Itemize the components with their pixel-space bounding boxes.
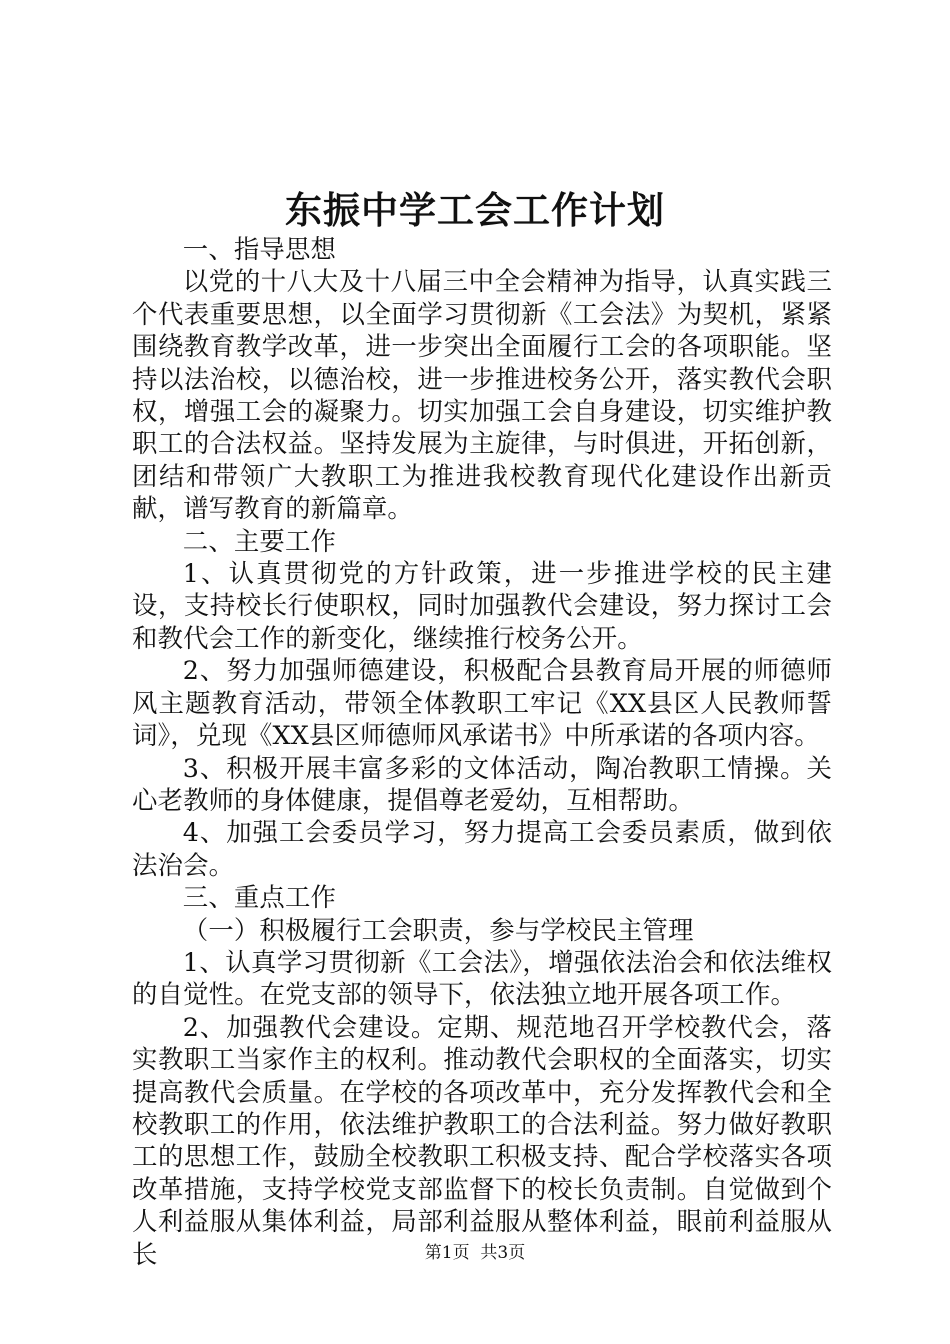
section-heading-key-work: 三、重点工作 [182, 882, 337, 913]
subsection-heading-duties: （一）积极履行工会职责，参与学校民主管理 [182, 914, 694, 945]
paragraph-key-work-1: 1、认真学习贯彻新《工会法》，增强依法治会和依法维权的自觉性。在党支部的领导下，依法独立地开展各项工作。 [132, 946, 832, 1010]
section-heading-guiding-ideology: 一、指导思想 [182, 234, 337, 264]
paragraph-main-work-4: 4、加强工会委员学习，努力提高工会委员素质，做到依法治会。 [132, 817, 832, 880]
document-body [132, 233, 832, 1270]
document-title: 东振中学工会工作计划 [285, 188, 665, 232]
paragraph-guiding-ideology: 以党的十八大及十八届三中全会精神为指导，认真实践三个代表重要思想，以全面学习贯彻新《工会法》为契机，紧紧围绕教育教学改革，进一步突出全面履行工会的各项职能。坚持以法治校，以德治校，进一步推进校务公开，落实教代会职权，增强工会的凝聚力。切实加强工会自身建设，切实维护教职工的合法权益。坚持发展为主旋律，与时俱进，开拓创新，团结和带领广大教职工为推进我校教育现代化建设作出新贡献，谱写教育的新篇章。 [132, 266, 832, 524]
paragraph-key-work-2: 2、加强教代会建设。定期、规范地召开学校教代会，落实教职工当家作主的权利。推动教代会职权的全面落实，切实提高教代会质量。在学校的各项改革中，充分发挥教代会和全校教职工的作用，依法维护教职工的合法利益。努力做好教职工的思想工作，鼓励全校教职工积极支持、配合学校落实各项改革措施，支持学校党支部监督下的校长负责制。自觉做到个人利益服从集体利益，局部利益服从整体利益，眼前利益服从长 [132, 1011, 832, 1269]
paragraph-main-work-2: 2、努力加强师德建设，积极配合县教育局开展的师德师风主题教育活动，带领全体教职工牢记《XX县区人民教师誓词》，兑现《XX县区师德师风承诺书》中所承诺的各项内容。 [132, 655, 832, 751]
paragraph-main-work-1: 1、认真贯彻党的方针政策，进一步推进学校的民主建设，支持校长行使职权，同时加强教代会建设，努力探讨工会和教代会工作的新变化，继续推行校务公开。 [132, 558, 832, 653]
paragraph-main-work-3: 3、积极开展丰富多彩的文体活动，陶冶教职工情操。关心老教师的身体健康，提倡尊老爱幼，互相帮助。 [132, 752, 832, 815]
page-footer: 第1页 共3页 [424, 1243, 526, 1263]
section-heading-main-work: 二、主要工作 [182, 525, 337, 556]
